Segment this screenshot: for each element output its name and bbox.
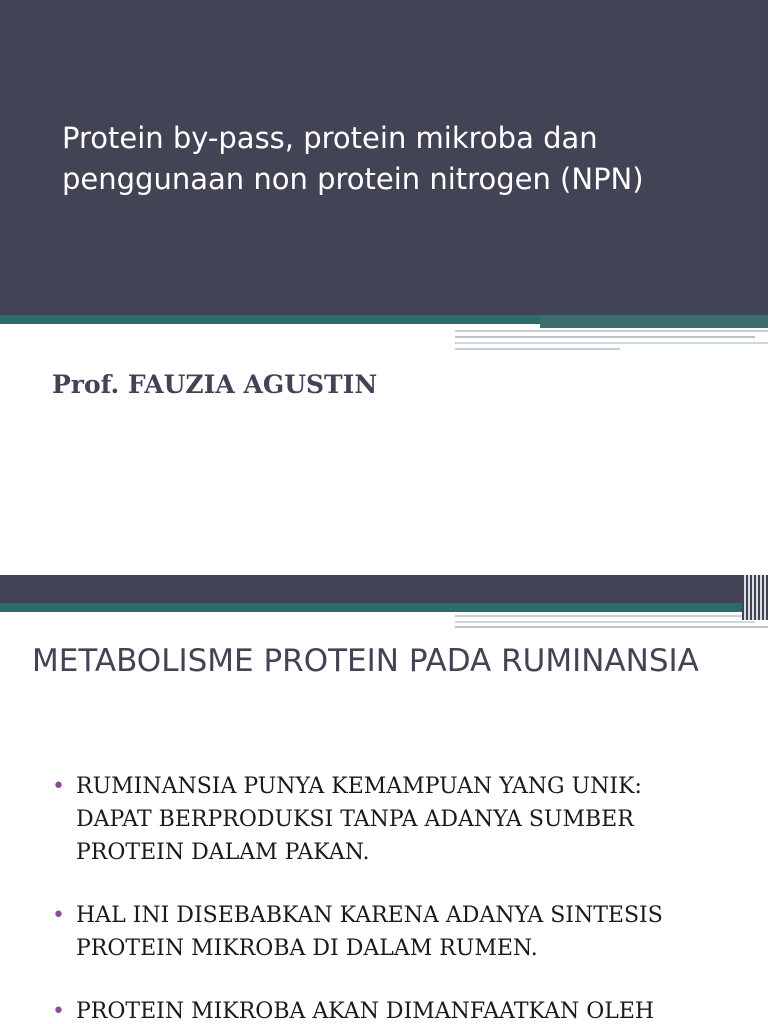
presentation-title <box>62 118 742 200</box>
teal-ribbon <box>540 315 768 328</box>
header-band <box>0 575 768 603</box>
bullet-text: HAL INI DISEBABKAN KARENA ADANYA SINTESIS <box>76 903 663 928</box>
decor-line <box>455 336 755 338</box>
teal-strip <box>0 603 768 612</box>
bullet-icon: • <box>52 903 65 928</box>
bullet-icon: • <box>52 774 65 799</box>
title-line-1: Protein by-pass, protein mikroba dan <box>62 121 598 155</box>
vertical-line-decor <box>742 575 768 620</box>
decor-line <box>455 626 768 628</box>
title-line-2: penggunaan non protein nitrogen (NPN) <box>62 162 644 196</box>
decor-line <box>455 615 745 617</box>
list-item <box>52 995 732 1024</box>
decor-line <box>455 621 755 623</box>
decor-line <box>455 342 768 344</box>
bullet-icon: • <box>52 999 65 1024</box>
bullet-text: PROTEIN MIKROBA AKAN DIMANFAATKAN OLEH <box>76 999 655 1024</box>
bullet-text: RUMINANSIA PUNYA KEMAMPUAN YANG UNIK: <box>76 774 642 799</box>
author-name: Prof. FAUZIA AGUSTIN <box>52 370 378 399</box>
bullet-text: PROTEIN DALAM PAKAN. <box>76 840 370 865</box>
slide-title: METABOLISME PROTEIN PADA RUMINANSIA <box>32 643 699 679</box>
decor-line <box>455 348 620 350</box>
content-slide <box>0 575 768 1024</box>
decor-line <box>455 330 768 332</box>
list-item <box>52 899 732 965</box>
bullet-text: PROTEIN MIKROBA DI DALAM RUMEN. <box>76 936 538 961</box>
bullet-text: DAPAT BERPRODUKSI TANPA ADANYA SUMBER <box>76 807 634 832</box>
list-item <box>52 770 732 869</box>
bullet-list <box>52 770 732 1024</box>
